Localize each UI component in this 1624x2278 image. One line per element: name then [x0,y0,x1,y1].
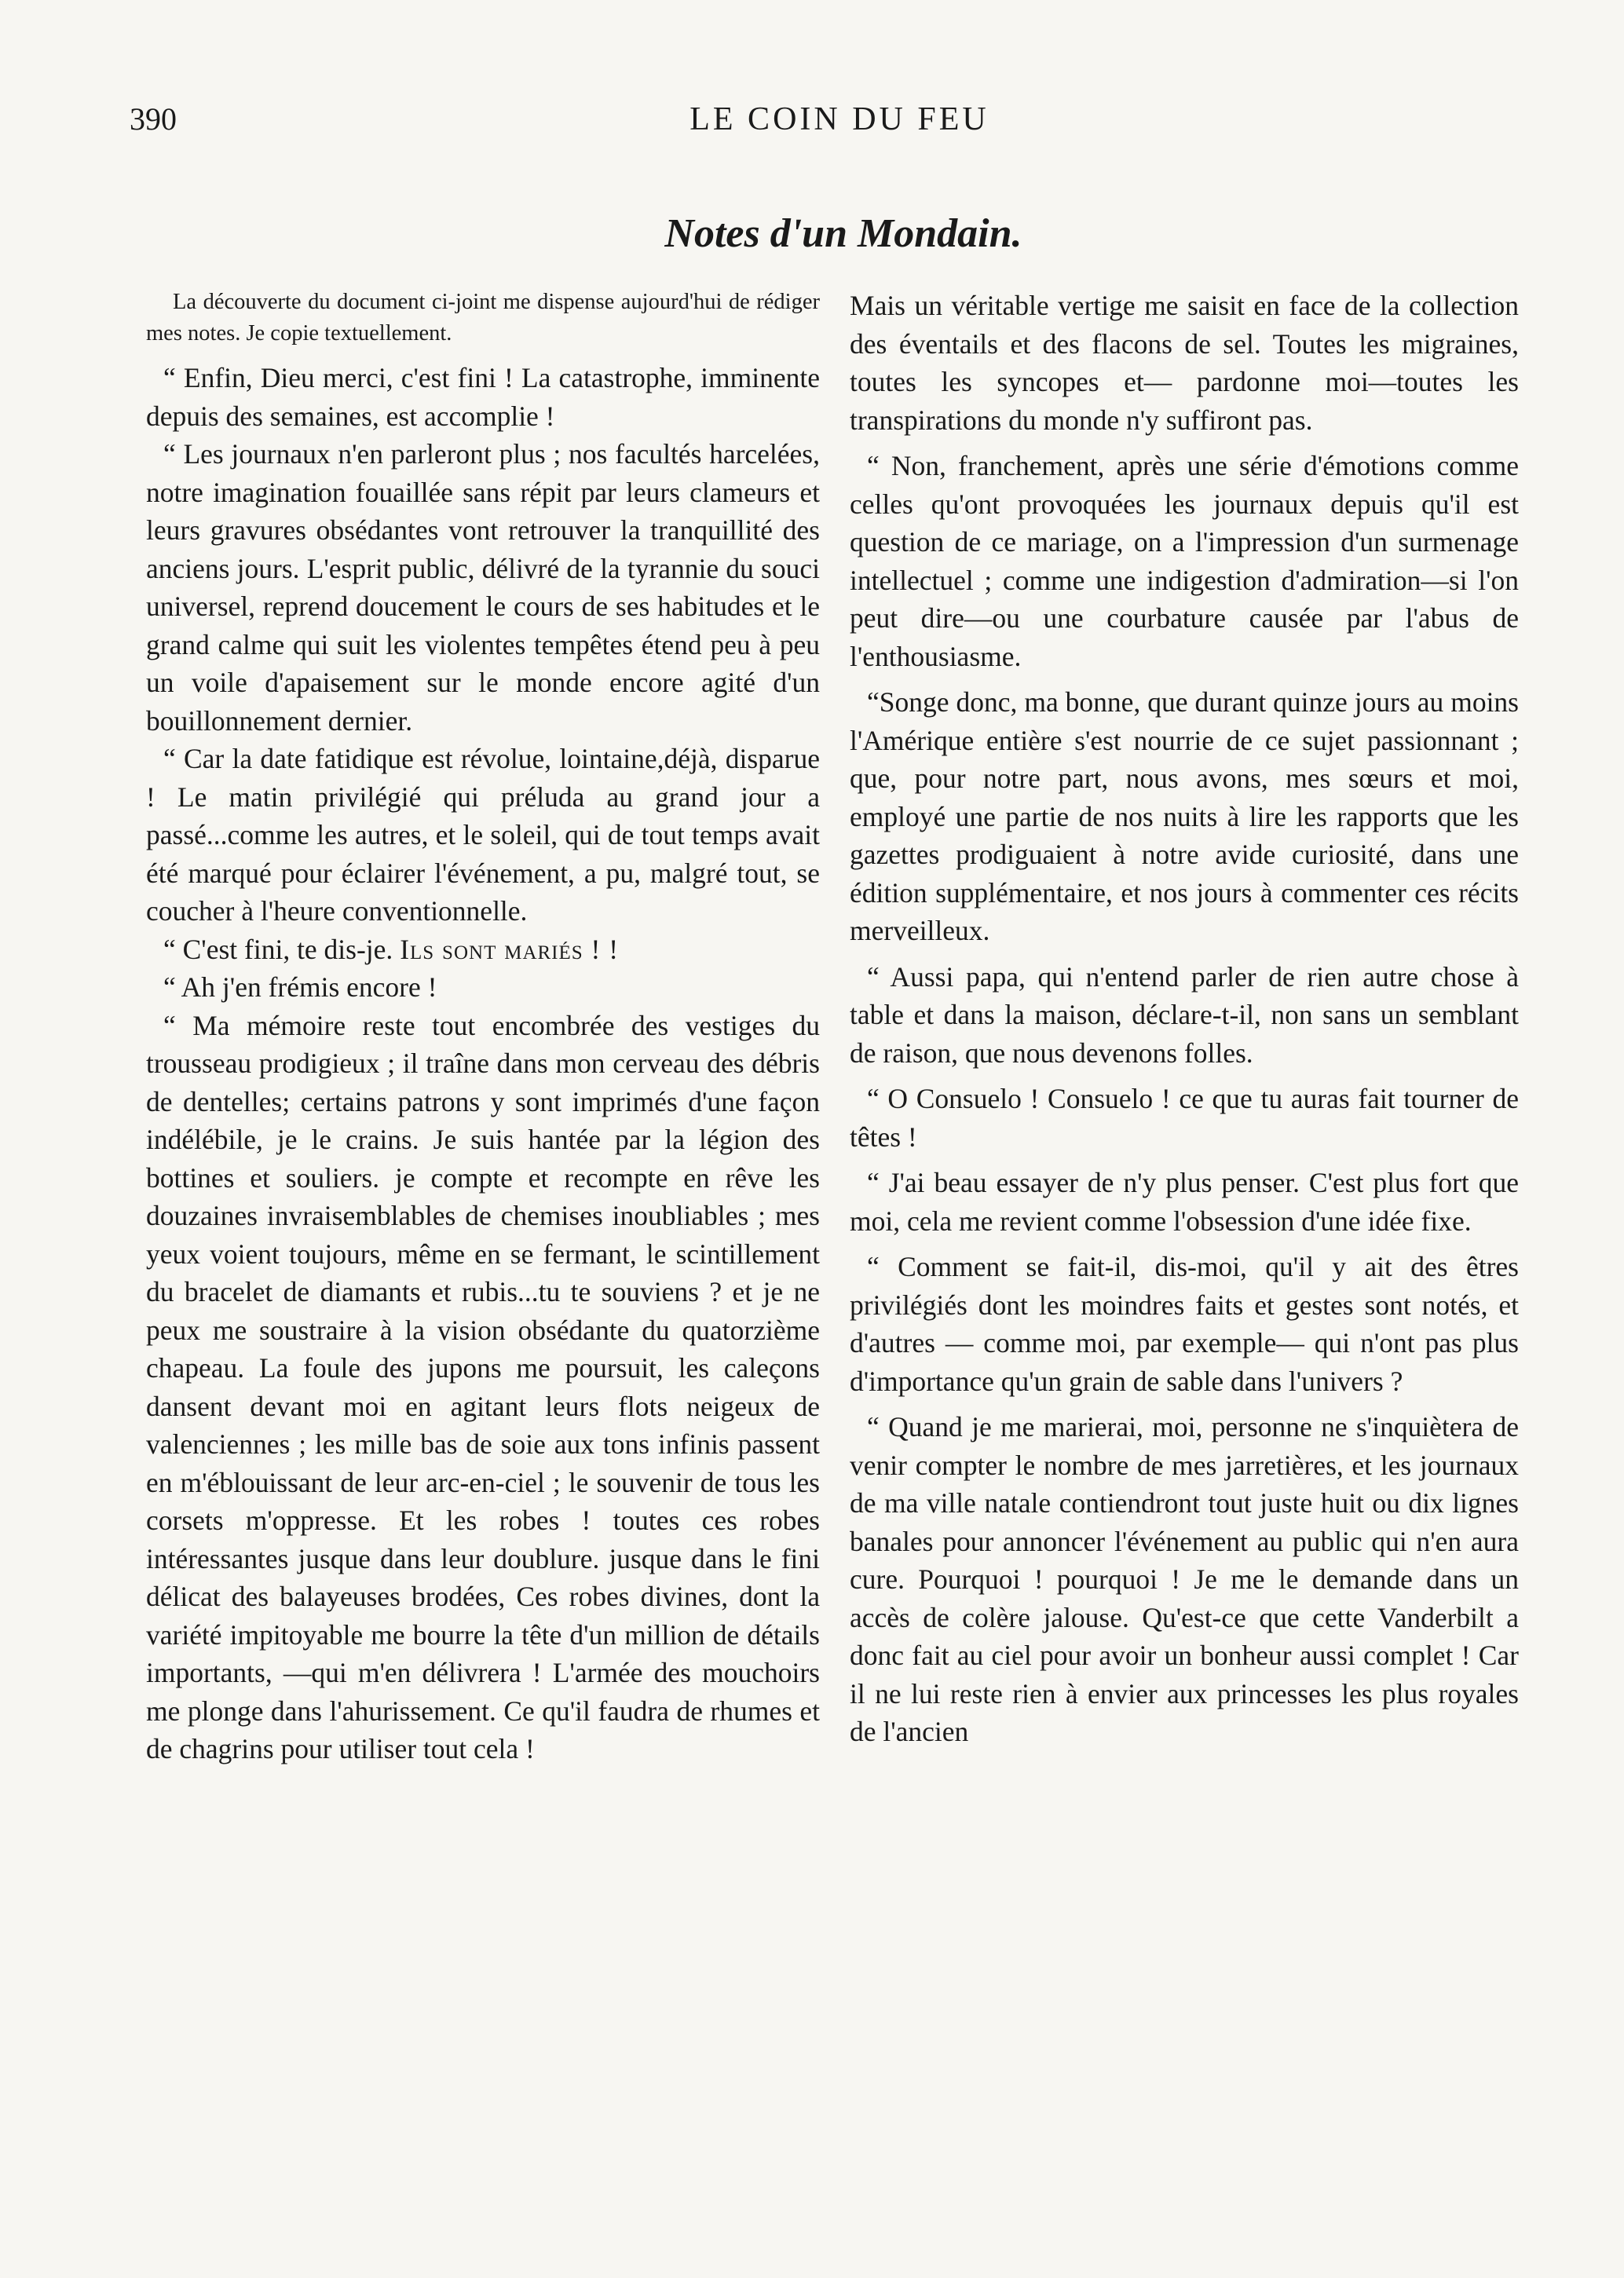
paragraph-text: “ C'est fini, te dis-je. [163,933,393,965]
running-title: LE COIN DU FEU [689,101,989,137]
article-title: Notes d'un Mondain. [664,211,1022,256]
paragraph [146,931,820,969]
right-column [850,287,1519,1751]
paragraph: “ Enfin, Dieu merci, c'est fini ! La catastrophe, imminente depuis des semaines, est accomplie ! [146,362,820,432]
paragraph: “ O Consuelo ! Consuelo ! ce que tu auras fait tourner de têtes ! [850,1083,1519,1153]
paragraph: “ Ah j'en frémis encore ! [163,971,437,1003]
paragraph: “ Non, franchement, après une série d'émotions comme celles qu'ont provoquées les journaux depuis qu'il est question de ce mariage, on a l'impression d'un surmenage intellectuel ; comme une indigestion d'admiration—si l'on peut dire—ou une courbature causée par l'abus de l'enthousiasme. [850,450,1519,672]
left-column [146,287,820,1768]
paragraph: “ Quand je me marierai, moi, personne ne s'inquiètera de venir compter le nombre de mes jarretières, et les journaux de ma ville natale contiendront tout juste huit ou dix lignes banales pour annoncer l'événement au public qui n'en aura cure. Pourquoi ! pourquoi ! Je me le demande dans un accès de colère jalouse. Qu'est-ce que cette Vanderbilt a donc fait au ciel pour avoir un bonheur aussi complet ! Car il ne lui reste rien à envier aux princesses les plus royales de l'ancien [850,1411,1519,1747]
paragraph: Mais un véritable vertige me saisit en face de la collection des éventails et des flacons de sel. Toutes les migraines, toutes les syncopes et— pardonne moi—toutes les transpirations du monde n'y suffiront pas. [850,290,1519,436]
small-caps-exclamation: Ils sont mariés ! ! [400,933,620,965]
paragraph: “Songe donc, ma bonne, que durant quinze jours au moins l'Amérique entière s'est nourrie de ce sujet passionnant ; que, pour notre part, nous avons, mes sœurs et moi, employé une partie de nos nuits à lire les rapports que les gazettes prodiguaient à notre avide curiosité, dans une édition supplémentaire, et nos jours à commenter ces récits merveilleux. [850,686,1519,946]
paragraph: “ J'ai beau essayer de n'y plus penser. C'est plus fort que moi, cela me revient comme l'obsession d'une idée fixe. [850,1167,1519,1237]
editor-intro: La découverte du document ci-joint me dispense aujourd'hui de rédiger mes notes. Je copie textuellement. [146,290,820,346]
paragraph: “ Car la date fatidique est révolue, lointaine,déjà, disparue ! Le matin privilégié qui préluda au grand jour a passé...comme les autres, et le soleil, qui de tout temps avait été marqué pour éclairer l'événement, a pu, malgré tout, se coucher à l'heure conventionnelle. [146,743,820,927]
paragraph: “ Ma mémoire reste tout encombrée des vestiges du trousseau prodigieux ; il traîne dans mon cerveau des débris de dentelles; certains patrons y sont imprimés d'une façon indélébile, je le crains. Je suis hantée par la légion des bottines et souliers. je compte et recompte en rêve les douzaines invraisemblables de chemises inoubliables ; mes yeux voient toujours, même en se fermant, le scintillement du bracelet de diamants et rubis...tu te souviens ? et je ne peux me soustraire à la vision obsédante du quatorzième chapeau. La foule des jupons me poursuit, les caleçons dansent devant moi en agitant leurs flots neigeux de valenciennes ; les mille bas de soie aux tons infinis passent en m'éblouissant de leur arc-en-ciel ; le souvenir de tous les corsets m'oppresse. Et les robes ! toutes ces robes intéressantes jusque dans leur doublure. jusque dans le fini délicat des balayeuses brodées, Ces robes divines, dont la variété impitoyable me bourre la tête d'un million de détails importants, —qui m'en délivrera ! L'armée des mouchoirs me plonge dans l'ahurissement. Ce qu'il faudra de rhumes et de chagrins pour utiliser tout cela ! [146,1009,820,1764]
paragraph: “ Aussi papa, qui n'entend parler de rien autre chose à table et dans la maison, déclare-t-il, non sans un semblant de raison, que nous devenons folles. [850,960,1519,1069]
page-number: 390 [130,101,177,137]
paragraph: “ Comment se fait-il, dis-moi, qu'il y ait des êtres privilégiés dont les moindres faits et gestes sont notés, et d'autres — comme moi, par exemple— qui n'ont pas plus d'importance qu'un grain de sable dans l'univers ? [850,1251,1519,1397]
paragraph: “ Les journaux n'en parleront plus ; nos facultés harcelées, notre imagination fouaillée sans répit par leurs clameurs et leurs gravures obsédantes vont retrouver la tranquillité des anciens jours. L'esprit public, délivré de la tyrannie du souci universel, reprend doucement le cours de ses habitudes et le grand calme qui suit les violentes tempêtes étend peu à peu un voile d'apaisement sur le monde encore agité d'un bouillonnement dernier. [146,438,820,737]
